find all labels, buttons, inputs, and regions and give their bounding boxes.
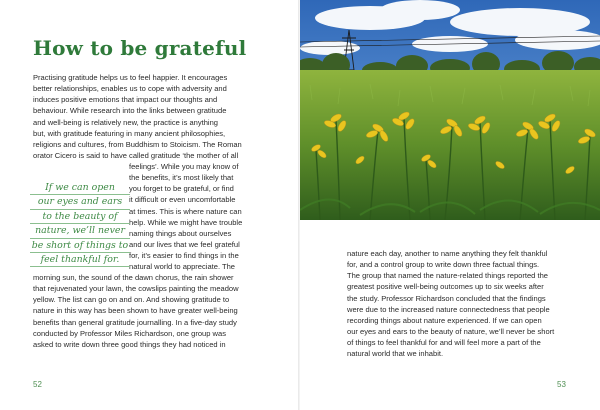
page-number-left: 52 xyxy=(33,380,42,389)
pull-quote-line: feel thankful for. xyxy=(30,253,130,267)
text-line: The group that named the nature-related things reported the xyxy=(347,271,548,281)
text-line: Practising gratitude helps us to feel happier. It encourages xyxy=(33,73,228,82)
text-line: for, and a control group to write down three factual things. xyxy=(347,260,540,270)
right-paragraph xyxy=(347,248,585,360)
text-line: conducted by Professor Miles Richardson, one group was xyxy=(33,328,226,338)
text-line: benefits than general gratitude journalling. In a five-day study xyxy=(33,317,237,327)
text-line: nature each day, another to name anything they felt thankful xyxy=(347,249,548,258)
text-line: feelings’. While you may know of xyxy=(129,162,239,171)
text-line: orator Cicero is said to have called gratitude ‘the mother of all xyxy=(33,151,239,161)
bottom-paragraph xyxy=(33,272,291,350)
pull-quote-line: our eyes and ears xyxy=(30,195,130,209)
text-line: behaviour. While research into the links between gratitude xyxy=(33,106,227,116)
text-line: yellow. The list can go on and on. And showing gratitude to xyxy=(33,295,230,305)
text-line: for, it’s easier to find things in the xyxy=(129,251,239,261)
text-line: were due to the increased nature connectedness that people xyxy=(347,304,550,314)
text-line: help. While we might have trouble xyxy=(129,217,243,227)
text-line: and our lives that we feel grateful xyxy=(129,240,240,250)
text-line: the benefits, it’s most likely that xyxy=(129,173,234,183)
pull-quote xyxy=(30,181,130,267)
pull-quote-line: to the beauty of xyxy=(30,210,130,224)
pull-quote-line: be short of things to xyxy=(30,239,130,253)
text-line: religions and cultures, from Buddhism to Stoicism. The Roman xyxy=(33,139,242,149)
text-line: natural world that we inhabit. xyxy=(347,349,444,359)
left-page xyxy=(0,0,298,410)
text-line: induces positive emotions that impact our thoughts and xyxy=(33,95,218,105)
meadow xyxy=(300,70,600,220)
text-line: better relationships, enables us to cope with adversity and xyxy=(33,84,227,94)
text-line: the study. Professor Richardson concluded that the findings xyxy=(347,293,546,303)
cowslip-meadow-image xyxy=(300,0,600,220)
text-line: at times. This is where nature can xyxy=(129,206,242,216)
text-line: asked to write down three good things they had noticed in xyxy=(33,339,226,349)
text-line: recording things about nature experienced. If we can open xyxy=(347,315,542,325)
page-number-right: 53 xyxy=(557,380,566,389)
pull-quote-line: If we can open xyxy=(30,181,130,195)
text-line: natural world to appreciate. The xyxy=(129,262,235,272)
text-line: that rejuvenated your lawn, the cowslips painting the meadow xyxy=(33,284,239,294)
text-line: it difficult or even uncomfortable xyxy=(129,195,236,205)
page-title: How to be grateful xyxy=(33,36,247,60)
narrow-paragraph xyxy=(129,161,289,273)
text-line: you forget to be grateful, or find xyxy=(129,184,234,194)
text-line: morning sun, the sound of the dawn chorus, the rain shower xyxy=(33,273,234,282)
text-line: greatest positive well-being outcomes up to six weeks after xyxy=(347,282,544,292)
intro-paragraph xyxy=(33,72,288,161)
text-line: of things to feel thankful for and will feel more a part of the xyxy=(347,338,541,348)
text-line: but, with gratitude featuring in many ancient philosophies, xyxy=(33,128,226,138)
pull-quote-line: nature, we’ll never xyxy=(30,224,130,238)
meadow-illustration xyxy=(300,0,600,220)
text-line: our eyes and ears to the beauty of nature, we’ll never be short xyxy=(347,327,555,337)
text-line: and well-being is relatively new, the practice is anything xyxy=(33,117,218,127)
text-line: nature in this way has been shown to have greater well-being xyxy=(33,306,238,316)
text-line: naming things about ourselves xyxy=(129,228,232,238)
